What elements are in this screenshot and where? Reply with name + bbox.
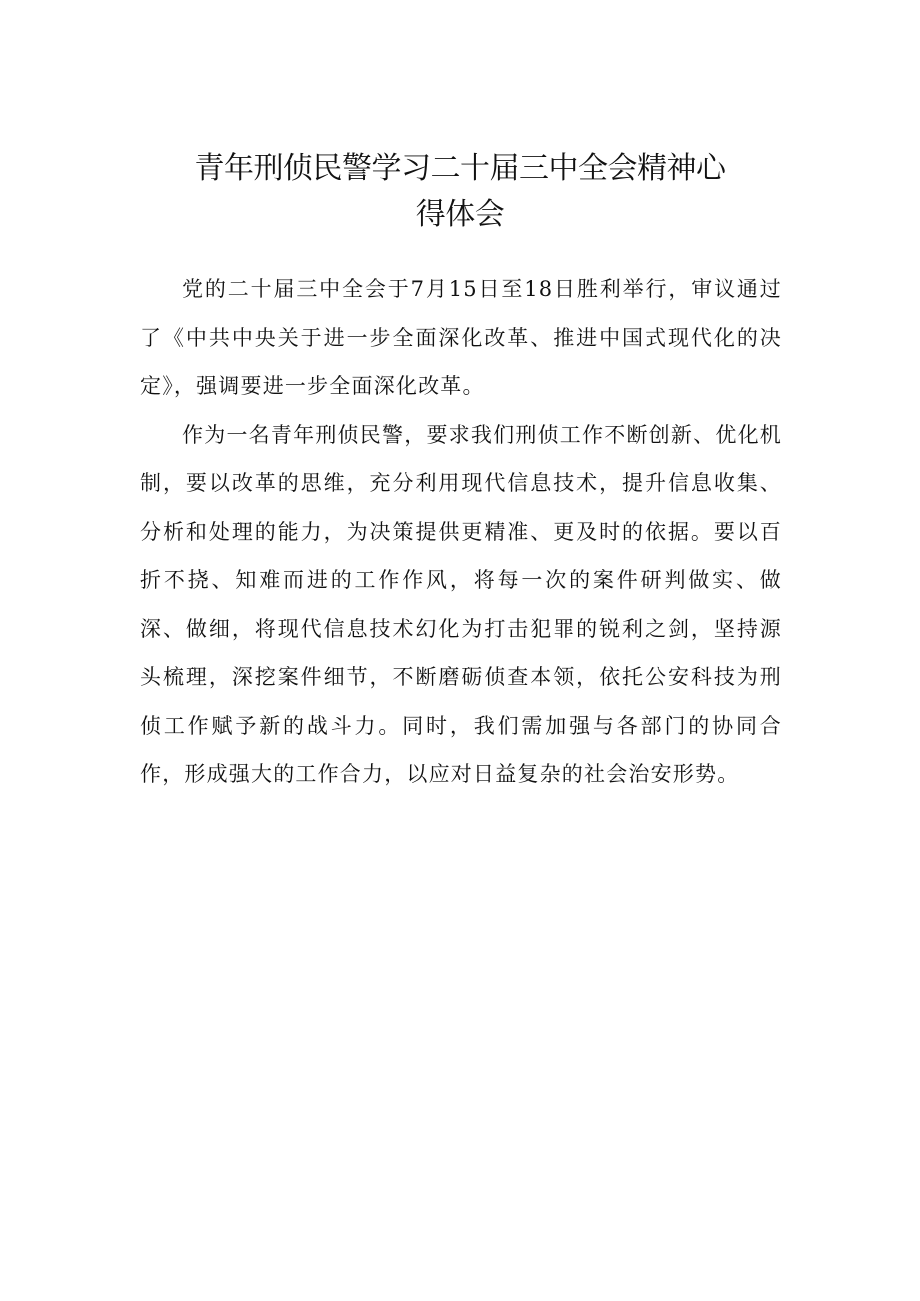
document-body xyxy=(140,265,782,799)
paragraph-1: 党的二十届三中全会于7月15日至18日胜利举行，审议通过了《中共中央关于进一步全面深化改革、推进中国式现代化的决定》，强调要进一步全面深化改革。 xyxy=(140,277,782,398)
paragraph-2: 作为一名青年刑侦民警，要求我们刑侦工作不断创新、优化机制，要以改革的思维，充分利用现代信息技术，提升信息收集、分析和处理的能力，为决策提供更精准、更及时的依据。要以百折不挠、知难而进的工作作风，将每一次的案件研判做实、做深、做细，将现代信息技术幻化为打击犯罪的锐利之剑，坚持源头梳理，深挖案件细节，不断磨砺侦查本领，依托公安科技为刑侦工作赋予新的战斗力。同时，我们需加强与各部门的协同合作，形成强大的工作合力，以应对日益复杂的社会治安形势。 xyxy=(140,422,782,786)
title-line-2: 得体会 xyxy=(415,197,505,232)
document-title xyxy=(140,146,780,238)
title-line-1: 青年刑侦民警学习二十届三中全会精神心 xyxy=(194,151,726,186)
